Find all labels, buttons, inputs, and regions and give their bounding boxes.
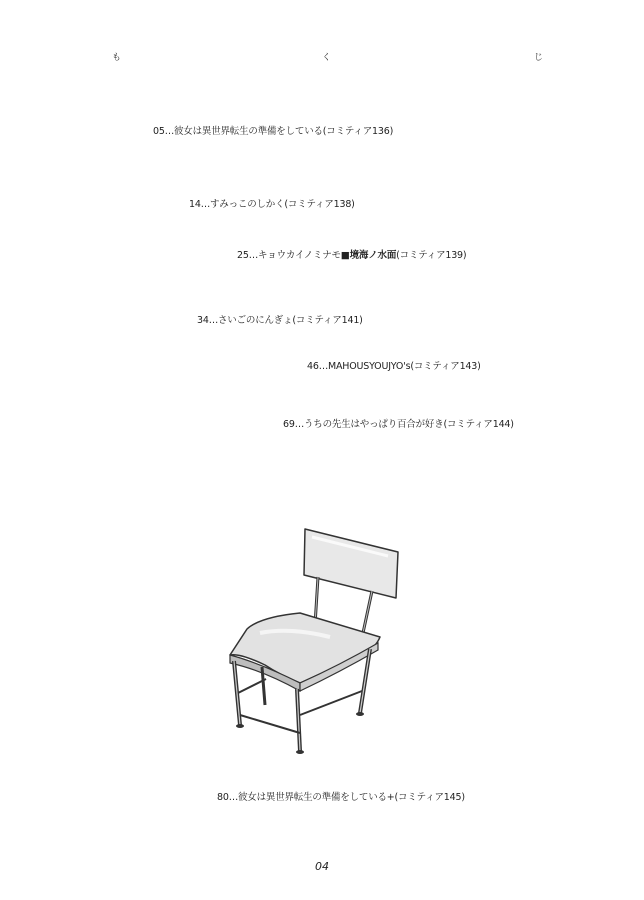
chair-foot-front-left: [236, 724, 244, 728]
chair-foot-back-right: [356, 712, 364, 716]
toc-entry-25-prefix: 25…キョウカイノミナモ: [237, 250, 341, 261]
toc-entry-25-title: ■境海ノ水面: [340, 250, 397, 261]
toc-entry-80: 80…彼女は異世界転生の準備をしている+(コミティア145): [217, 792, 465, 803]
contents-heading-char-ku: く: [322, 53, 332, 63]
toc-entry-69: 69…うちの先生はやっぱり百合が好き(コミティア144): [283, 419, 514, 430]
toc-entry-14: 14…すみっこのしかく(コミティア138): [189, 199, 355, 210]
toc-entry-46: 46…MAHOUSYOUJYO's(コミティア143): [307, 361, 481, 372]
chair-stretcher-front: [240, 715, 300, 733]
toc-entry-25-suffix: (コミティア139): [396, 250, 467, 261]
page-number: 04: [315, 860, 329, 873]
chair-illustration: [200, 515, 400, 760]
contents-heading-char-mo: も: [112, 53, 122, 63]
toc-entry-05: 05…彼女は異世界転生の準備をしている(コミティア136): [153, 126, 394, 137]
toc-entry-25: [237, 247, 466, 261]
chair-stretcher-left: [238, 679, 266, 693]
chair-seat: [230, 613, 380, 683]
chair-foot-front-right: [296, 750, 304, 754]
chair-stretcher-right: [300, 691, 362, 715]
contents-heading-char-ji: じ: [534, 53, 544, 63]
toc-entry-34: 34…さいごのにんぎょ(コミティア141): [197, 315, 363, 326]
